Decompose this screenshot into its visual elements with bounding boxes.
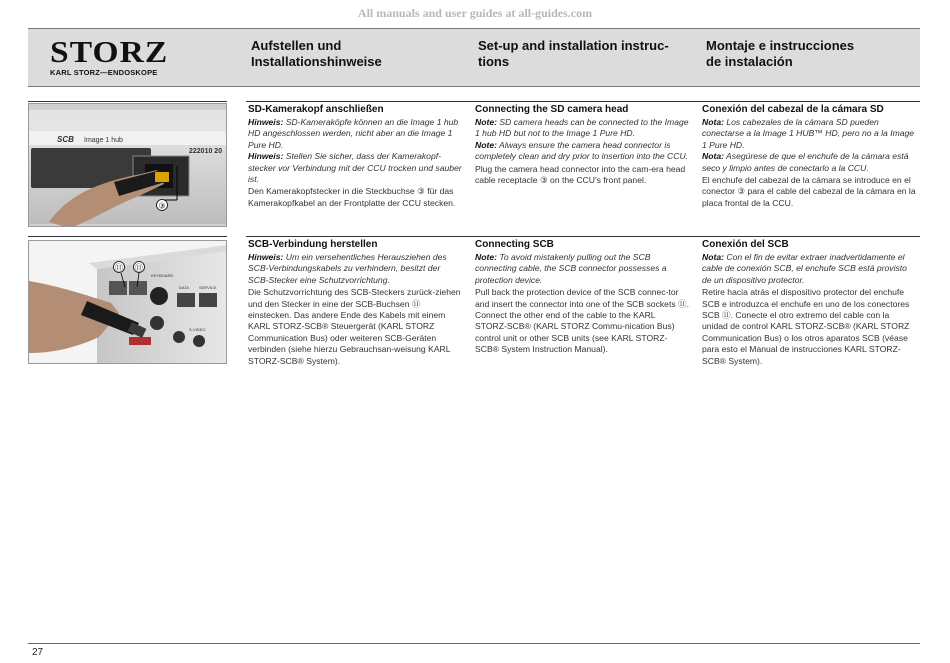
photo-label-text: Image 1 hub xyxy=(84,137,123,144)
note-label: Hinweis: xyxy=(248,117,284,127)
note-label: Nota: xyxy=(702,151,724,162)
header-title-es xyxy=(706,38,921,70)
section-sd-camera xyxy=(28,101,920,231)
note-de-2 xyxy=(248,151,462,185)
note-label: Nota: xyxy=(702,117,724,127)
note-label: Note: xyxy=(475,117,497,127)
body-es: El enchufe del cabezal de la cámara se introduce en el conector ③ para el cable del cabezal de la cámara en la placa frontal de la CCU. xyxy=(702,175,916,208)
note-en-1 xyxy=(475,252,689,286)
note-text: To avoid mistakenly pulling out the SCB connecting cable, the SCB connector possesses a protection device. xyxy=(475,252,667,285)
note-text: SD camera heads can be connected to the Image 1 hub HD but not to the Image 1 Pure HD. xyxy=(475,117,689,139)
photo-label-keyboard: KEYBOARD xyxy=(151,273,174,278)
header-band xyxy=(28,28,920,87)
photo-scb-connection-illustration xyxy=(29,241,227,364)
note-text: Los cabezales de la cámara SD pueden conectarse a la Image 1 HUB™ HD, pero no a la Image 1 Pure HD. xyxy=(702,117,915,150)
column-de xyxy=(248,238,462,367)
body-es: Retire hacia atrás el dispositivo protector del enchufe SCB e introduzca el enchufe en uno de los conectores SCB ⑪. Conecte el otro extremo del cable con la unidad de control KARL STORZ-SCB® (KARL STORZ Communication Bus) o los otros aparatos SCB (véase para esto el Manual de instrucciones KARL STORZ-SCB® System). xyxy=(702,287,910,366)
section-title-es: Conexión del cabezal de la cámara SD xyxy=(702,104,884,115)
section-title-en: Connecting the SD camera head xyxy=(475,104,629,115)
body-de: Den Kamerakopfstecker in die Steckbuchse ③ für das Kamerakopfkabel an der Frontplatte der CCU stecken. xyxy=(248,186,456,208)
note-en-2 xyxy=(475,140,689,163)
header-title-de xyxy=(251,38,466,70)
header-title-de-text: Aufstellen und Installationshinweise xyxy=(251,38,382,69)
note-text: Always ensure the camera head connector is completely clean and dry prior to insertion into the CCU. xyxy=(475,139,689,162)
body-de: Die Schutzvorrichtung des SCB-Steckers zurück-ziehen und den Stecker in eine der SCB-Buchsen ⑪ einstecken. Das andere Ende des Kabels mit einem KARL STORZ-SCB® Steuergerät (KARL STORZ Communication Bus) oder weiteren SCB-Geräten verbinden (siehe hierzu Gebrauchsan-weisung KARL STORZ-SCB® System). xyxy=(248,287,461,366)
body-en: Plug the camera head connector into the cam-era head cable receptacle ③ on the CCU's front panel. xyxy=(475,163,686,186)
note-text: Con el fin de evitar extraer inadvertidamente el cable de conexión SCB, el enchufe SCB está provisto de un dispositivo protector. xyxy=(702,252,907,285)
section-title-de: SCB-Verbindung herstellen xyxy=(248,239,378,250)
note-label: Hinweis: xyxy=(248,151,284,162)
page-number: 27 xyxy=(32,647,44,658)
storz-logo xyxy=(50,34,170,77)
column-es xyxy=(702,238,916,367)
body-en: Pull back the protection device of the SCB connec-tor and insert the connector into one of the SCB sockets ⑪. Connect the other end of the cable to the KARL STORZ-SCB® (KARL STORZ Commu-nication Bus) control unit or other SCB units (see KARL STORZ-SCB® System Instruction Manual). xyxy=(475,287,690,355)
section-scb xyxy=(28,236,920,376)
photo-camera-connection xyxy=(28,103,227,227)
photo-scb-connection xyxy=(28,240,227,364)
note-es-1 xyxy=(702,252,916,286)
section-divider xyxy=(28,236,227,237)
note-label: Hinweis: xyxy=(248,252,284,262)
section-divider xyxy=(246,101,920,102)
note-de-1 xyxy=(248,117,462,151)
footer-rule xyxy=(28,643,920,644)
note-text: SD-Kameraköpfe können an die Image 1 hub HD angeschlossen werden, nicht aber an die Image 1 Pure HD. xyxy=(248,117,459,150)
column-en xyxy=(475,238,689,356)
section-title-de: SD-Kamerakopf anschließen xyxy=(248,104,384,115)
photo-camera-connection-illustration xyxy=(29,104,227,227)
note-en-1 xyxy=(475,117,689,140)
note-label: Nota: xyxy=(702,252,724,262)
photo-callout-3: ③ xyxy=(158,201,166,211)
header-title-es-text: Montaje e instrucciones de instalación xyxy=(706,38,855,69)
logo-main: STORZ xyxy=(50,34,169,69)
section-title-en: Connecting SCB xyxy=(475,239,554,250)
column-es xyxy=(702,103,916,209)
photo-callout-11b: ⑪ xyxy=(135,263,143,273)
note-text: Asegúrese de que el enchufe de la cámara está seco y limpio antes de conectarlo a la CCU. xyxy=(702,151,909,173)
section-divider xyxy=(246,236,920,237)
note-de-1 xyxy=(248,252,462,286)
photo-label-brand: SCB xyxy=(57,135,74,144)
header-title-en-text: Set-up and installation instruc- tions xyxy=(478,38,669,69)
column-en xyxy=(475,103,689,186)
section-divider xyxy=(28,101,227,102)
column-de xyxy=(248,103,462,209)
section-title-es: Conexión del SCB xyxy=(702,239,789,250)
photo-label-data: DATA xyxy=(179,285,190,290)
photo-label-number: 222010 20 xyxy=(189,148,223,155)
photo-callout-11a: ⑪ xyxy=(115,263,123,273)
note-es-1 xyxy=(702,117,916,151)
header-title-en xyxy=(478,38,693,70)
note-es-2 xyxy=(702,151,916,174)
note-text: Stellen Sie sicher, dass der Kamerakopf-stecker vor Verbindung mit der CCU trocken und sauber ist. xyxy=(248,151,462,185)
note-label: Note: xyxy=(475,252,497,262)
note-text: Um ein versehentliches Herausziehen des SCB-Verbindungskabels zu verhindern, besitzt der SCB-Stecker eine Schutzvorrichtung. xyxy=(248,252,447,285)
photo-label-service: SERVICE xyxy=(199,285,217,290)
logo-sub: KARL STORZ—ENDOSKOPE xyxy=(50,68,158,77)
note-label: Note: xyxy=(475,139,497,150)
watermark: All manuals and user guides at all-guides.com xyxy=(357,6,593,20)
photo-label-svideo: S-VIDEO xyxy=(189,327,206,332)
